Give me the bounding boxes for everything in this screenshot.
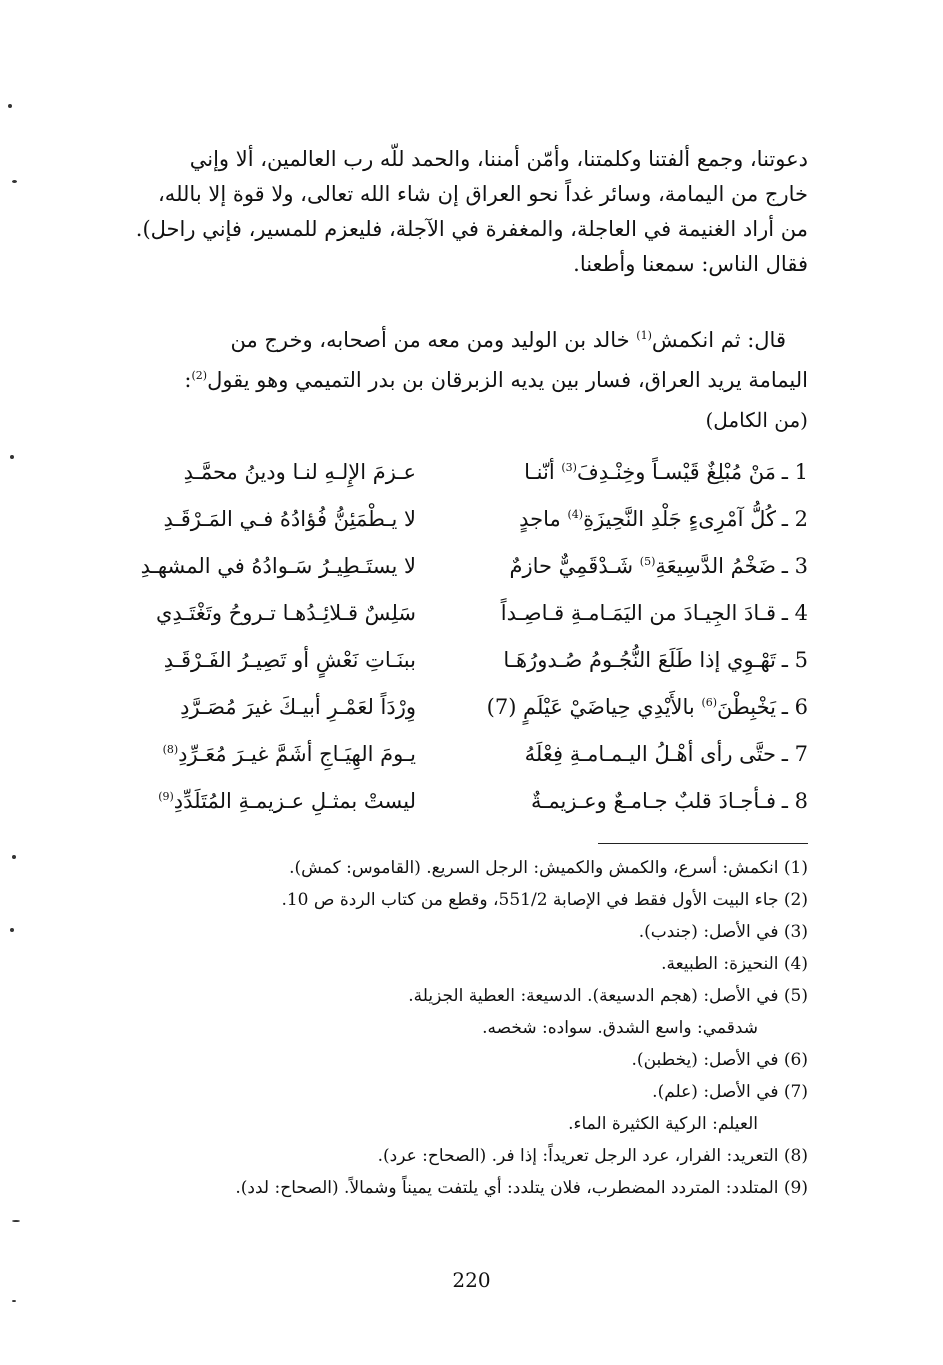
scan-speck — [12, 1220, 20, 1222]
verse-number: 1 ـ — [781, 460, 808, 484]
verse-first-hemistich — [456, 460, 776, 484]
footnote: (6) في الأصل: (يخطبن). — [631, 1050, 808, 1070]
text-line: خارج من اليمامة، وسائر غداً نحو العراق إن شاء الله تعالى، ولا قوة إلا بالله، — [158, 182, 808, 206]
hemistich-text: شَـدْقَمِيٌّ حازمٌ — [509, 554, 640, 578]
verse-second-hemistich — [88, 460, 416, 484]
text-line — [118, 358, 808, 398]
verse-first-hemistich — [456, 648, 776, 672]
hemistich-text: لا يـطْمَئِنُّ فُؤادُهُ فـي المَـرْقَـدِ — [163, 507, 416, 531]
hemistich-text: ببنَـاتِ نَعْشٍ أو تَصِيـرُ الفَـرْقَـدِ — [163, 648, 416, 672]
verse-second-hemistich — [88, 789, 416, 813]
text-line: فقال الناس: سمعنا وأطعنا. — [573, 252, 808, 276]
verse-first-hemistich — [456, 601, 776, 625]
hemistich-text: كُلُّ آمْرِىءٍ جَلْدِ النَّحِيزَةِ — [583, 507, 776, 531]
footnote-ref: (9) — [158, 790, 174, 803]
hemistich-text: ضَخْمُ الدَّسِيعَةِ — [655, 554, 776, 578]
text-segment: خالد بن الوليد ومن معه من أصحابه، وخرج من — [230, 328, 637, 352]
hemistich-text: بالأَيْدِي حِياضَيْ عَيْلَمٍ (7) — [486, 695, 702, 719]
verse-first-hemistich — [456, 507, 776, 531]
hemistich-text: وِرْدَاً لعَمْـرِ أبيـكَ غيرَ مُصَـرَّدِ — [180, 695, 416, 719]
footnote-separator — [598, 843, 808, 844]
hemistich-text: لا يستَـطِيـرُ سَـوادُهُ في المشهـدِ — [140, 554, 416, 578]
verse-number: 3 ـ — [781, 554, 808, 578]
footnote-ref: (5) — [639, 555, 656, 568]
text-line: من أراد الغنيمة في العاجلة، والمغفرة في الآجلة، فليعزم للمسير، فإني راحل). — [135, 217, 808, 241]
footnote-continuation: شدقمي: واسع الشدق. سواده: شخصه. — [482, 1018, 758, 1038]
footnote-ref: (3) — [561, 461, 577, 474]
hemistich-text: سَلِسٌ قـلائِـدُهـا تـروحُ وتَغْتَـدِي — [155, 601, 416, 625]
verse-second-hemistich — [88, 601, 416, 625]
scan-speck — [12, 180, 17, 183]
scan-speck — [10, 455, 14, 459]
verse — [88, 452, 808, 499]
hemistich-text: ماجدٍ — [519, 507, 568, 531]
hemistich-text: قـادَ الجِيـادَ من اليَمَـامـةِ قـاصِـداً — [500, 601, 776, 625]
text-segment: اليمامة يريد العراق، فسار بين يديه الزبرقان بن بدر التميمي وهو يقول — [207, 368, 808, 392]
hemistich-text: ليستْ بمثـلِ عـزيمـةِ المُتَلَدِّدِ — [173, 789, 416, 813]
verse — [88, 781, 808, 828]
footnote-continuation: العيلم: الركية الكثيرة الماء. — [568, 1114, 758, 1134]
paragraph-speech — [118, 142, 808, 282]
footnote-ref: (1) — [636, 329, 652, 342]
scan-speck — [12, 855, 16, 859]
verse-first-hemistich — [456, 742, 776, 766]
verse-number: 5 ـ — [781, 648, 808, 672]
footnote: (8) التعريد: الفرار، عرد الرجل تعريداً: إذا فر. (الصحاح: عرد). — [377, 1146, 808, 1166]
verse — [88, 687, 808, 734]
verse-second-hemistich — [88, 507, 416, 531]
poem — [88, 452, 808, 828]
verse — [88, 640, 808, 687]
verse-second-hemistich — [88, 554, 416, 578]
scan-speck — [10, 928, 14, 932]
paragraph-narration — [118, 318, 808, 398]
verse-number: 8 ـ — [781, 789, 808, 813]
hemistich-text: عـزمَ الإِلـهِ لنـا ودينُ محمَّـدِ — [183, 460, 416, 484]
hemistich-text: أنّنـا — [524, 460, 562, 484]
footnote: (1) انكمش: أسرع، والكمش والكميش: الرجل السريع. (القاموس: كمش). — [289, 858, 808, 878]
text-segment: قال: ثم انكمش — [651, 328, 786, 352]
verse-number: 4 ـ — [781, 601, 808, 625]
footnote: (9) المتلدد: المتردد المضطرب، فلان يتلدد: أي يلتفت يميناً وشمالاً. (الصحاح: لدد). — [235, 1178, 808, 1198]
footnote: (7) في الأصل: (علم). — [652, 1082, 808, 1102]
text-segment: : — [184, 368, 192, 392]
text-line: دعوتنا، وجمع ألفتنا وكلمتنا، وأمّن أمننا، والحمد للّه رب العالمين، ألا وإني — [189, 147, 808, 171]
verse-number: 6 ـ — [781, 695, 808, 719]
footnote: (5) في الأصل: (هجم الدسيعة). الدسيعة: العطية الجزيلة. — [408, 986, 808, 1006]
scan-speck — [8, 104, 12, 108]
hemistich-text: يَخْبِطْنَ — [717, 695, 776, 719]
verse — [88, 499, 808, 546]
verse-number: 7 ـ — [781, 742, 808, 766]
verse — [88, 734, 808, 781]
verse-second-hemistich — [88, 695, 416, 719]
verse-first-hemistich — [456, 554, 776, 578]
hemistich-text: حتَّى رأى أهْـلُ اليـمـامـةِ فِعْلَهُ — [524, 742, 776, 766]
verse-number: 2 ـ — [781, 507, 808, 531]
verse-first-hemistich — [456, 695, 776, 719]
verse-second-hemistich — [88, 648, 416, 672]
meter-label: (من الكامل) — [705, 408, 808, 432]
footnote-ref: (6) — [701, 696, 718, 709]
page-number: 220 — [452, 1268, 491, 1292]
verse — [88, 593, 808, 640]
text-line — [118, 318, 808, 358]
footnote: (3) في الأصل: (جندب). — [638, 922, 808, 942]
verse-first-hemistich — [456, 789, 776, 813]
scan-speck — [12, 1300, 16, 1302]
hemistich-text: تَهْـوِي إذا طَلَعَ النُّجُـومُ صُـدورُهَـا — [503, 648, 776, 672]
hemistich-text: يـومَ الهِيَـاجِ أشَمَّ غيـرَ مُعَـرِّدِ — [178, 742, 416, 766]
verse-second-hemistich — [88, 742, 416, 766]
hemistich-text: فـأجـادَ قلبٌ جـامـعٌ وعـزيمـةٌ — [530, 789, 776, 813]
hemistich-text: مَنْ مُبْلِغٌ قَيْسـاً وخِنْـدِفَ — [576, 460, 776, 484]
footnotes — [108, 852, 808, 1204]
footnote-ref: (8) — [162, 743, 179, 756]
verse — [88, 546, 808, 593]
footnote: (4) النحيزة: الطبيعة. — [661, 954, 808, 974]
footnote: (2) جاء البيت الأول فقط في الإصابة 551/2، وقطع من كتاب الردة ص 10. — [281, 890, 808, 910]
footnote-ref: (4) — [567, 508, 584, 521]
footnote-ref: (2) — [191, 369, 208, 382]
